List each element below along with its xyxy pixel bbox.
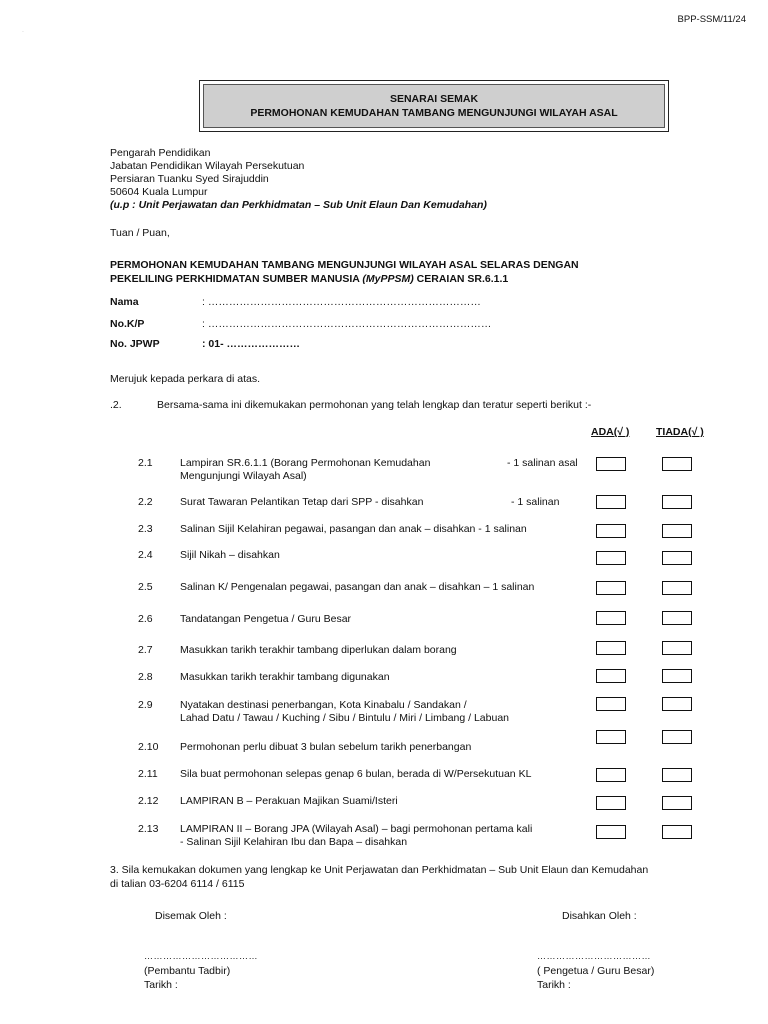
jpwp-value: : 01- ………………… bbox=[202, 338, 301, 350]
title-line-2: PERMOHONAN KEMUDAHAN TAMBANG MENGUNJUNGI WILAYAH ASAL bbox=[250, 107, 618, 119]
item-text bbox=[180, 523, 527, 536]
item-text-line-1: Salinan Sijil Kelahiran pegawai, pasangan dan anak – disahkan - 1 salinan bbox=[180, 523, 527, 535]
item-text-line-1: Permohonan perlu dibuat 3 bulan sebelum tarikh penerbangan bbox=[180, 741, 472, 753]
checklist-item bbox=[138, 795, 738, 825]
checklist-item bbox=[138, 699, 738, 729]
checklist-item bbox=[138, 741, 738, 771]
subject-line-2b: (MyPPSM) bbox=[362, 273, 414, 285]
subject-line-2c: CERAIAN SR.6.1.1 bbox=[413, 273, 509, 285]
item-text-line-1: LAMPIRAN B – Perakuan Majikan Suami/Isteri bbox=[180, 795, 398, 807]
item-text-line-1: Sijil Nikah – disahkan bbox=[180, 549, 280, 561]
ic-field[interactable] bbox=[110, 318, 491, 330]
checklist-item bbox=[138, 613, 738, 643]
subject-line-2a: PEKELILING PERKHIDMATAN SUMBER MANUSIA bbox=[110, 273, 363, 285]
item-text bbox=[180, 613, 351, 626]
jpwp-label: No. JPWP bbox=[110, 338, 160, 350]
item-text bbox=[180, 741, 471, 754]
checklist-item bbox=[138, 823, 738, 853]
tiada-checkbox[interactable] bbox=[662, 641, 692, 655]
name-label: Nama bbox=[110, 296, 139, 308]
item-text bbox=[180, 795, 398, 808]
tiada-checkbox[interactable] bbox=[662, 730, 692, 744]
address-line-2: Jabatan Pendidikan Wilayah Persekutuan bbox=[110, 160, 305, 172]
checklist-item bbox=[138, 671, 738, 701]
column-header-ada: ADA(√ ) bbox=[591, 426, 630, 438]
item-number: 2.13 bbox=[138, 823, 159, 835]
checklist-item bbox=[138, 549, 738, 579]
document-code: BPP-SSM/11/24 bbox=[677, 14, 746, 25]
tiada-checkbox[interactable] bbox=[662, 457, 692, 471]
item-text bbox=[180, 644, 457, 657]
tiada-checkbox[interactable] bbox=[662, 495, 692, 509]
ic-value: : ……………………………………………………………………… bbox=[202, 318, 492, 330]
checklist-item bbox=[138, 457, 738, 487]
checked-by-heading: Disemak Oleh : bbox=[155, 910, 227, 922]
recipient-address bbox=[110, 147, 487, 212]
paragraph-1: Merujuk kepada perkara di atas. bbox=[110, 373, 260, 385]
tiada-checkbox[interactable] bbox=[662, 768, 692, 782]
tiada-checkbox[interactable] bbox=[662, 825, 692, 839]
item-text bbox=[180, 496, 423, 509]
item-text-line-1: Surat Tawaran Pelantikan Tetap dari SPP - disahkan bbox=[180, 496, 424, 508]
paragraph-3-line-2: di talian 03-6204 6114 / 6115 bbox=[110, 878, 245, 890]
ada-checkbox[interactable] bbox=[596, 669, 626, 683]
item-text bbox=[180, 549, 280, 562]
paragraph-2-text: Bersama-sama ini dikemukakan permohonan yang telah lengkap dan teratur seperti berikut :- bbox=[157, 399, 592, 411]
ada-checkbox[interactable] bbox=[596, 524, 626, 538]
ada-checkbox[interactable] bbox=[596, 495, 626, 509]
item-text-line-1: LAMPIRAN II – Borang JPA (Wilayah Asal) – bagi permohonan pertama kali bbox=[180, 823, 533, 835]
item-text-line-1: Sila buat permohonan selepas genap 6 bulan, berada di W/Persekutuan KL bbox=[180, 768, 532, 780]
item-copies: - 1 salinan asal bbox=[507, 457, 578, 469]
item-number: 2.10 bbox=[138, 741, 159, 753]
jpwp-field[interactable] bbox=[110, 338, 300, 350]
subject-line-1: PERMOHONAN KEMUDAHAN TAMBANG MENGUNJUNGI WILAYAH ASAL SELARAS DENGAN bbox=[110, 259, 579, 271]
ada-checkbox[interactable] bbox=[596, 641, 626, 655]
ada-checkbox[interactable] bbox=[596, 697, 626, 711]
item-copies: - 1 salinan bbox=[511, 496, 560, 508]
item-number: 2.4 bbox=[138, 549, 153, 561]
title-line-1: SENARAI SEMAK bbox=[389, 93, 479, 105]
tiada-checkbox[interactable] bbox=[662, 669, 692, 683]
salutation: Tuan / Puan, bbox=[110, 227, 170, 239]
item-text-line-1: Lampiran SR.6.1.1 (Borang Permohonan Kemudahan bbox=[180, 457, 431, 469]
paragraph-2-number: .2. bbox=[110, 399, 122, 411]
ada-checkbox[interactable] bbox=[596, 551, 626, 565]
item-number: 2.5 bbox=[138, 581, 153, 593]
item-text bbox=[180, 581, 534, 594]
ada-checkbox[interactable] bbox=[596, 457, 626, 471]
item-text-line-2: Mengunjungi Wilayah Asal) bbox=[180, 470, 307, 482]
checklist-item bbox=[138, 644, 738, 674]
approved-by-date: Tarikh : bbox=[537, 979, 571, 991]
ada-checkbox[interactable] bbox=[596, 730, 626, 744]
item-text-line-1: Masukkan tarikh terakhir tambang diperlukan dalam borang bbox=[180, 644, 457, 656]
column-header-tiada: TIADA(√ ) bbox=[656, 426, 704, 438]
ada-checkbox[interactable] bbox=[596, 768, 626, 782]
tiada-checkbox[interactable] bbox=[662, 796, 692, 810]
item-number: 2.12 bbox=[138, 795, 159, 807]
item-number: 2.3 bbox=[138, 523, 153, 535]
checklist-item bbox=[138, 581, 738, 611]
ada-checkbox[interactable] bbox=[596, 581, 626, 595]
name-value: : …………………………………………………………………… bbox=[202, 296, 481, 308]
ada-checkbox[interactable] bbox=[596, 611, 626, 625]
item-number: 2.7 bbox=[138, 644, 153, 656]
subject-line-2 bbox=[110, 272, 579, 286]
approved-by-signature-line: ……………………………… bbox=[537, 951, 651, 961]
address-line-1: Pengarah Pendidikan bbox=[110, 147, 211, 159]
title-box bbox=[199, 80, 669, 132]
tiada-checkbox[interactable] bbox=[662, 581, 692, 595]
approved-by-heading: Disahkan Oleh : bbox=[562, 910, 637, 922]
item-text-line-2: - Salinan Sijil Kelahiran Ibu dan Bapa – disahkan bbox=[180, 836, 408, 848]
ada-checkbox[interactable] bbox=[596, 796, 626, 810]
ada-checkbox[interactable] bbox=[596, 825, 626, 839]
approved-by-role: ( Pengetua / Guru Besar) bbox=[537, 965, 655, 977]
item-text-line-1: Tandatangan Pengetua / Guru Besar bbox=[180, 613, 352, 625]
item-number: 2.11 bbox=[138, 768, 158, 780]
subject bbox=[110, 258, 579, 286]
item-number: 2.6 bbox=[138, 613, 153, 625]
tiada-checkbox[interactable] bbox=[662, 551, 692, 565]
item-text bbox=[180, 768, 531, 781]
item-text bbox=[180, 823, 532, 849]
tiada-checkbox[interactable] bbox=[662, 611, 692, 625]
item-text-line-2: Lahad Datu / Tawau / Kuching / Sibu / Bintulu / Miri / Limbang / Labuan bbox=[180, 712, 510, 724]
item-number: 2.9 bbox=[138, 699, 153, 711]
item-number: 2.2 bbox=[138, 496, 153, 508]
tiada-checkbox[interactable] bbox=[662, 697, 692, 711]
checked-by-role: (Pembantu Tadbir) bbox=[144, 965, 231, 977]
ic-label: No.K/P bbox=[110, 318, 145, 330]
item-text-line-1: Salinan K/ Pengenalan pegawai, pasangan dan anak – disahkan – 1 salinan bbox=[180, 581, 535, 593]
item-text-line-1: Nyatakan destinasi penerbangan, Kota Kinabalu / Sandakan / bbox=[180, 699, 467, 711]
address-line-3: Persiaran Tuanku Syed Sirajuddin bbox=[110, 173, 269, 185]
address-attention: (u.p : Unit Perjawatan dan Perkhidmatan – Sub Unit Elaun Dan Kemudahan) bbox=[110, 199, 487, 211]
tiada-checkbox[interactable] bbox=[662, 524, 692, 538]
checked-by-signature-line: ……………………………… bbox=[144, 951, 258, 961]
checklist-item bbox=[138, 496, 738, 526]
title-box-inner bbox=[203, 84, 665, 128]
item-text bbox=[180, 671, 390, 684]
item-number: 2.1 bbox=[138, 457, 153, 469]
name-field[interactable] bbox=[110, 296, 481, 308]
address-line-4: 50604 Kuala Lumpur bbox=[110, 186, 208, 198]
checklist-item bbox=[138, 768, 738, 798]
item-text bbox=[180, 457, 430, 483]
paragraph-3-line-1: 3. Sila kemukakan dokumen yang lengkap ke Unit Perjawatan dan Perkhidmatan – Sub Unit Elaun dan Kemudahan bbox=[110, 864, 649, 876]
item-text-line-1: Masukkan tarikh terakhir tambang digunakan bbox=[180, 671, 390, 683]
item-text bbox=[180, 699, 509, 725]
checked-by-date: Tarikh : bbox=[144, 979, 178, 991]
paragraph-3 bbox=[110, 863, 648, 891]
scan-mark: ˙ bbox=[22, 30, 25, 39]
item-number: 2.8 bbox=[138, 671, 153, 683]
